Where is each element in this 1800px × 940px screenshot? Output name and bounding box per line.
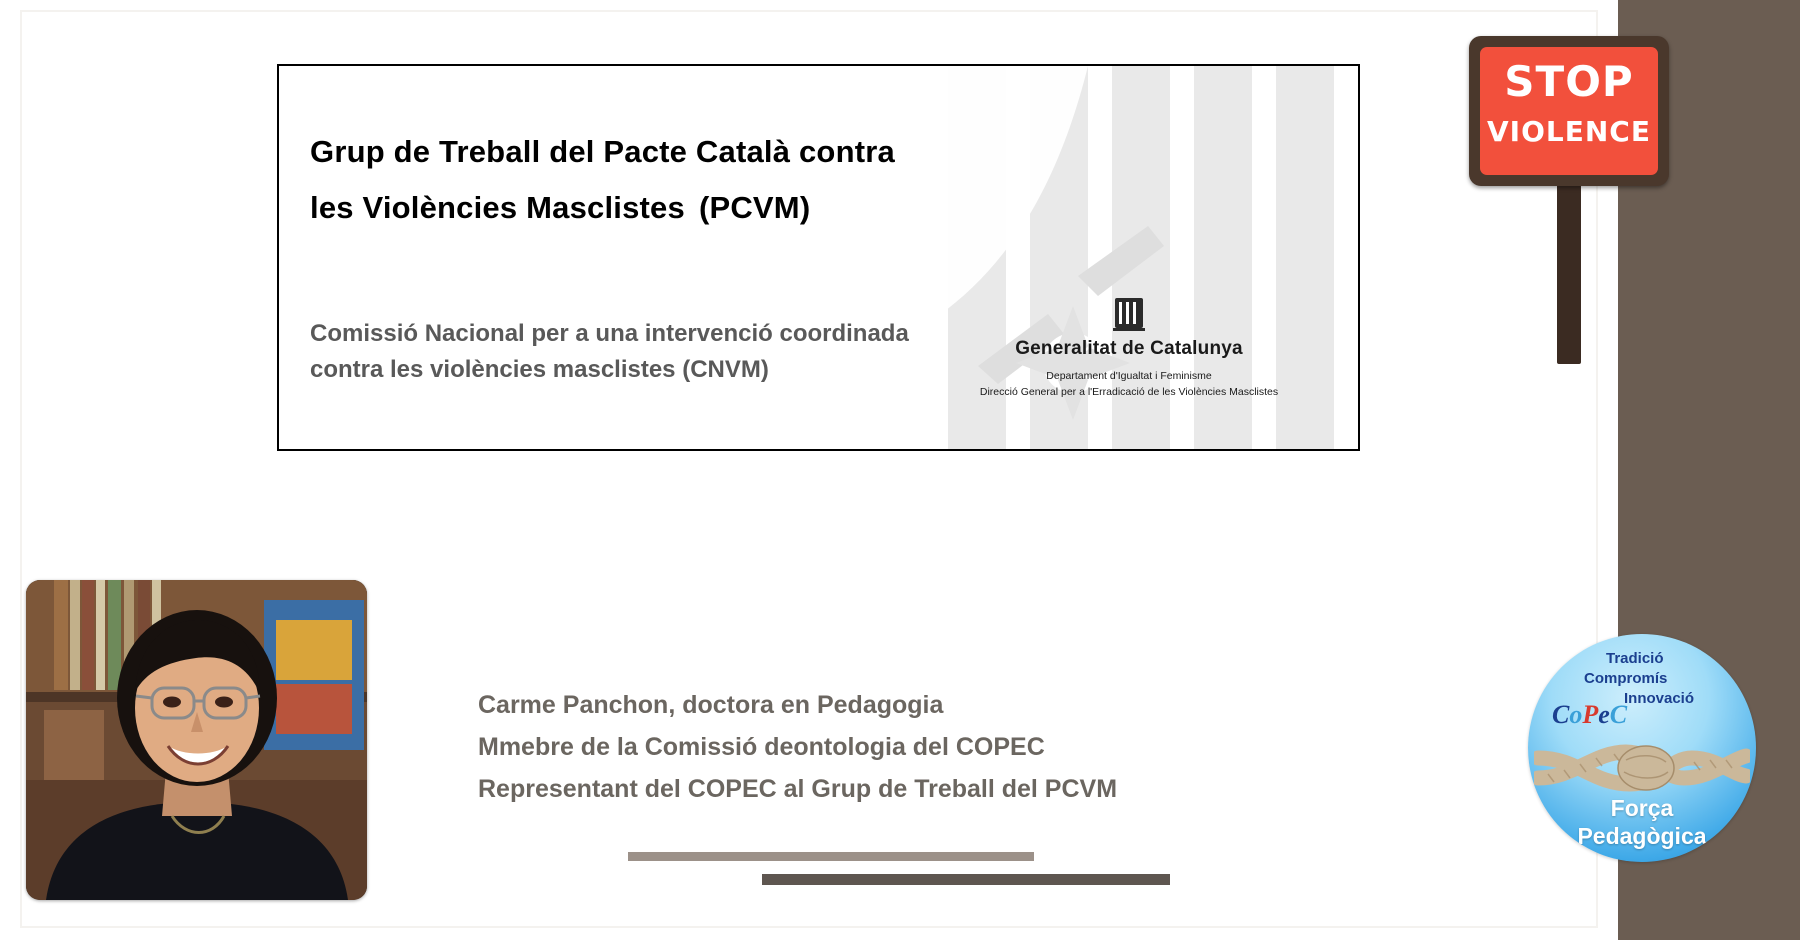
badge-word-innovacio: Innovació	[1624, 690, 1695, 707]
sign-board	[1469, 36, 1669, 186]
speaker-details	[478, 684, 1378, 810]
sign-post	[1557, 176, 1581, 364]
generalitat-shield-icon	[1113, 296, 1145, 334]
title-heading-line2	[310, 180, 1210, 236]
decorative-bar-bottom	[762, 874, 1170, 885]
badge-title-line2: Pedagògica	[1577, 823, 1707, 849]
sign-stop-text: STOP	[1504, 57, 1634, 106]
speaker-photo	[26, 580, 367, 900]
badge-title	[1528, 794, 1756, 850]
sign-face	[1480, 47, 1658, 175]
title-heading-line1: Grup de Treball del Pacte Català contra	[310, 134, 895, 169]
rope-knot-icon	[1534, 730, 1750, 800]
title-card	[277, 64, 1360, 451]
speaker-line-3: Representant del COPEC al Grup de Treball del PCVM	[478, 775, 1118, 803]
title-heading-acronym: (PCVM)	[698, 190, 811, 225]
sign-violence-text: VIOLENCE	[1487, 115, 1651, 148]
generalitat-directorate: Direcció General per a l'Erradicació de les Violències Masclistes	[979, 386, 1279, 398]
title-heading	[310, 124, 1210, 236]
speaker-line-2: Mmebre de la Comissió deontologia del COPEC	[478, 733, 1045, 761]
badge-title-line1: Força	[1610, 795, 1674, 821]
title-subtitle: Comissió Nacional per a una intervenció coordinada contra les violències masclistes (CNVM)	[310, 320, 909, 383]
badge-copec-brand: CoPeC	[1552, 700, 1628, 729]
generalitat-logo	[919, 296, 1339, 398]
generalitat-name: Generalitat de Catalunya	[1015, 338, 1243, 359]
badge-word-compromis: Compromís	[1584, 670, 1668, 687]
title-heading-line2-text: les Violències Masclistes	[310, 190, 685, 225]
stop-violence-sign	[1469, 36, 1669, 336]
generalitat-department: Departament d'Igualtat i Feminisme	[1046, 370, 1212, 382]
badge-word-tradicio: Tradició	[1606, 650, 1664, 667]
speaker-line-1: Carme Panchon, doctora en Pedagogia	[478, 691, 944, 719]
decorative-bar-top	[628, 852, 1034, 861]
forca-pedagogica-badge	[1528, 634, 1756, 862]
